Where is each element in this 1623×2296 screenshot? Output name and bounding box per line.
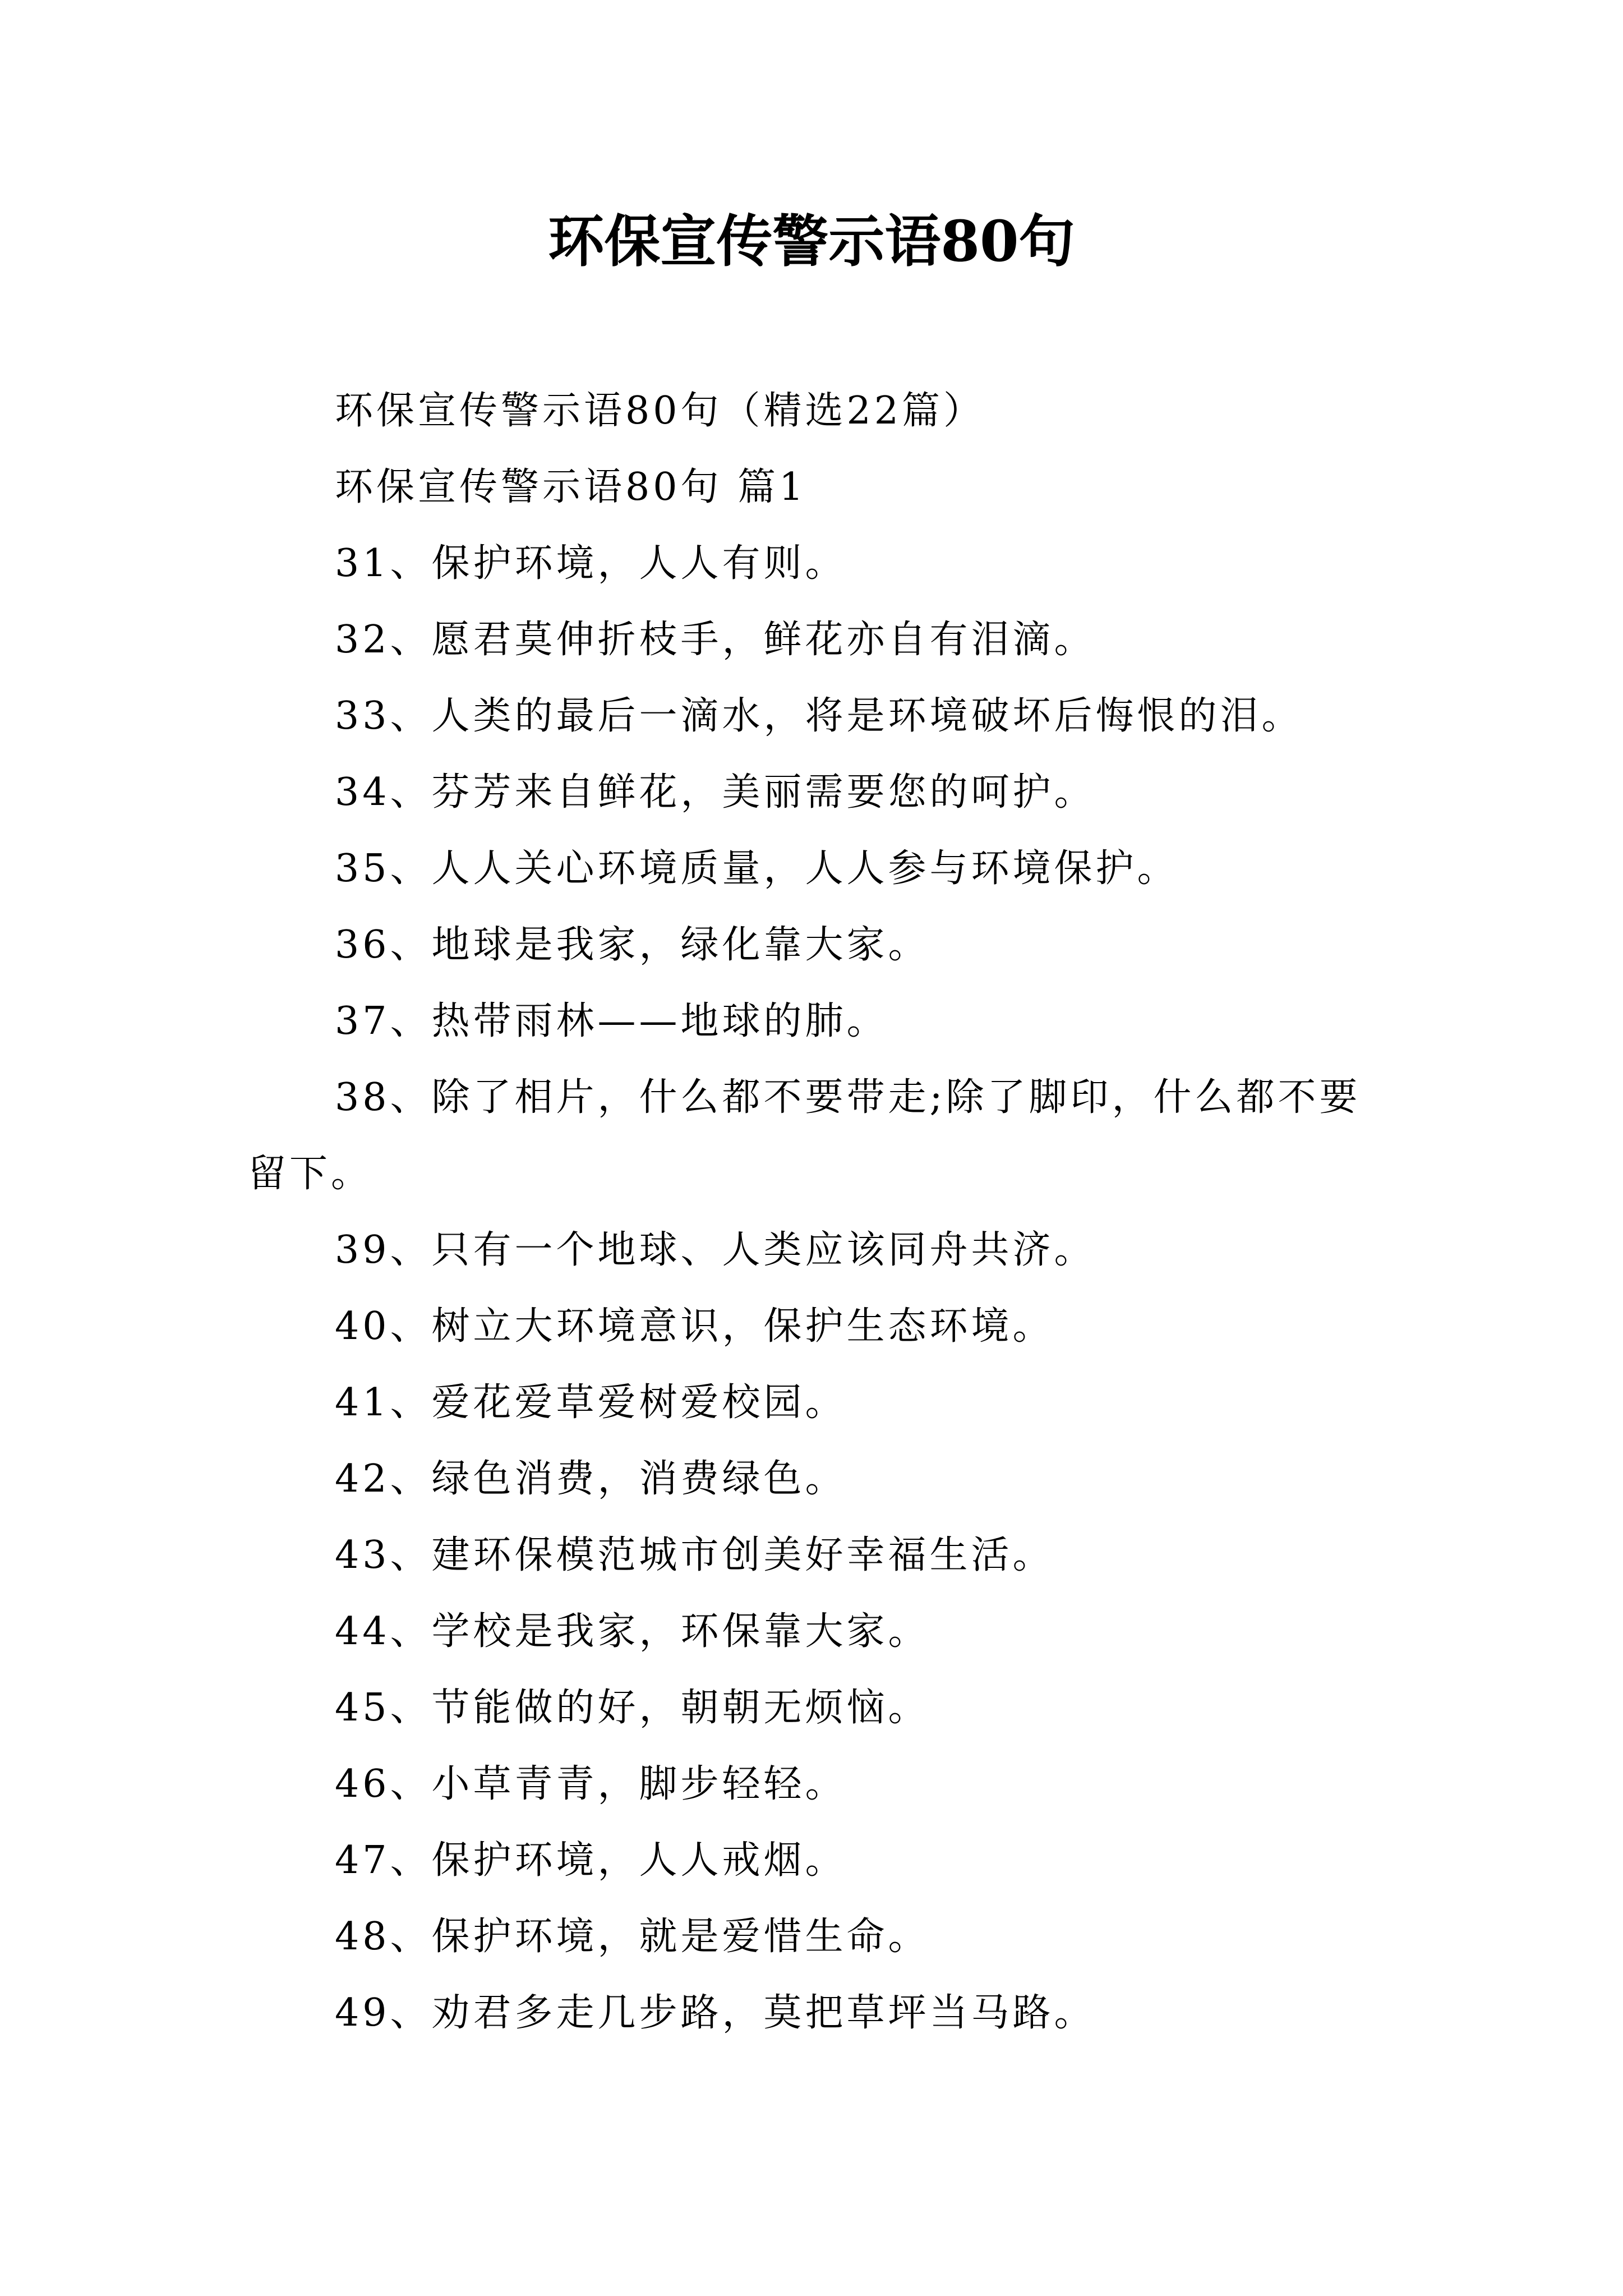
paragraph-slogan: 38、除了相片，什么都不要带走;除了脚印，什么都不要留下。 — [248, 1075, 1361, 1196]
document-body — [248, 373, 1392, 2051]
document-title: 环保宣传警示语80句 — [548, 208, 1075, 274]
paragraph-slogan: 36、地球是我家，绿化靠大家。 — [335, 923, 930, 967]
paragraph-slogan: 49、劝君多走几步路，莫把草坪当马路。 — [335, 1991, 1096, 2035]
paragraph-slogan: 31、保护环境，人人有则。 — [335, 541, 847, 586]
paragraph-slogan: 35、人人关心环境质量，人人参与环境保护。 — [335, 846, 1179, 891]
paragraph-section-heading: 环保宣传警示语80句 篇1 — [335, 465, 807, 509]
paragraph-slogan: 37、热带雨林——地球的肺。 — [335, 999, 888, 1043]
paragraph-subtitle: 环保宣传警示语80句（精选22篇） — [335, 389, 985, 433]
paragraph-slogan: 44、学校是我家，环保靠大家。 — [335, 1609, 930, 1654]
paragraph-slogan: 48、保护环境，就是爱惜生命。 — [335, 1915, 930, 1959]
paragraph-slogan: 33、人类的最后一滴水，将是环境破坏后悔恨的泪。 — [335, 694, 1303, 738]
paragraph-slogan: 45、节能做的好，朝朝无烦恼。 — [335, 1686, 930, 1730]
paragraph-slogan: 32、愿君莫伸折枝手，鲜花亦自有泪滴。 — [335, 618, 1096, 662]
paragraph-slogan: 39、只有一个地球、人类应该同舟共济。 — [335, 1228, 1096, 1272]
paragraph-slogan: 42、绿色消费，消费绿色。 — [335, 1457, 847, 1501]
paragraph-slogan: 40、树立大环境意识，保护生态环境。 — [335, 1304, 1054, 1349]
paragraph-slogan: 43、建环保模范城市创美好幸福生活。 — [335, 1533, 1054, 1577]
paragraph-slogan: 41、爱花爱草爱树爱校园。 — [335, 1381, 847, 1425]
paragraph-slogan: 46、小草青青，脚步轻轻。 — [335, 1762, 847, 1806]
paragraph-slogan: 34、芬芳来自鲜花，美丽需要您的呵护。 — [335, 770, 1096, 815]
paragraph-slogan: 47、保护环境，人人戒烟。 — [335, 1838, 847, 1883]
